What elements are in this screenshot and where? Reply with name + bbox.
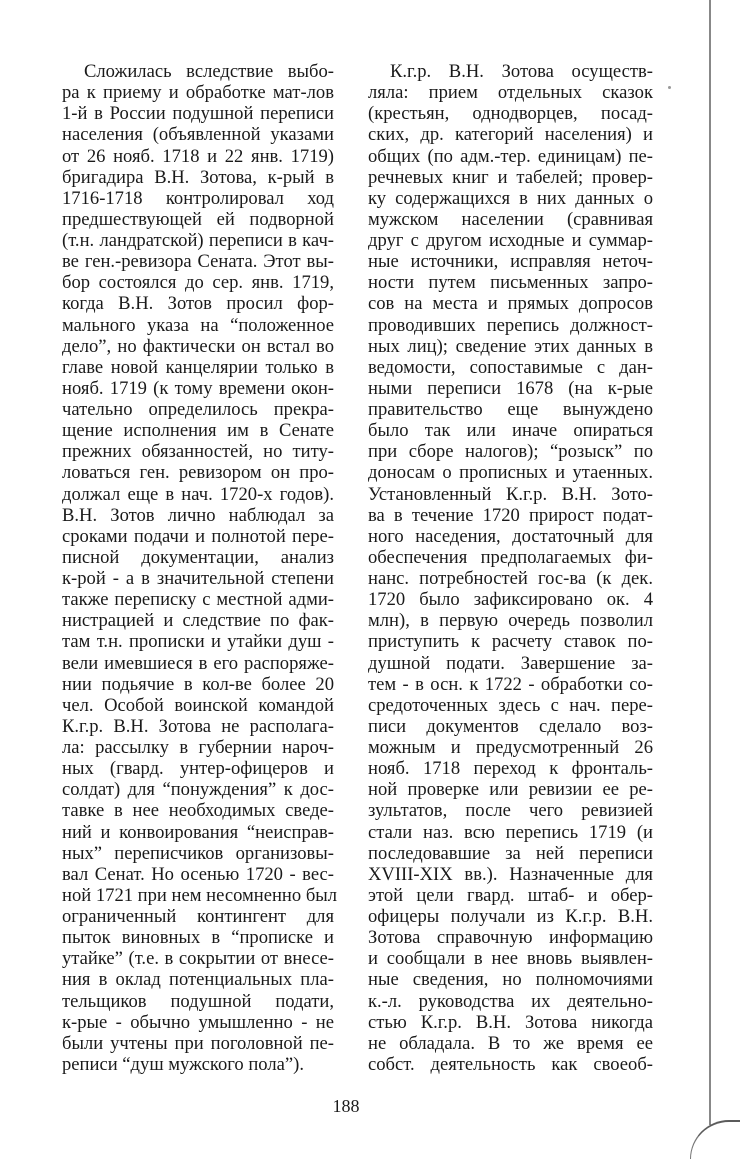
text-line: от 26 нояб. 1718 и 22 янв. 1719): [62, 145, 334, 167]
text-line: ловаться ген. ревизором он про-: [62, 462, 334, 484]
text-line: нии подьячие в кол-ве более 20: [62, 673, 334, 695]
text-line: этой цели гвард. штаб- и обер-: [368, 884, 653, 906]
text-line: ра к приему и обработке мат-лов: [62, 82, 334, 104]
text-line: ных” переписчиков организовы-: [62, 842, 334, 864]
text-line: мального указа на “положенное: [62, 314, 334, 336]
text-line: 1-й в России подушной переписи: [62, 103, 334, 125]
text-line: к-рые - обычно умышленно - не: [62, 1011, 334, 1033]
text-line: обеспечения предполагаемых фи-: [368, 546, 653, 568]
text-line: чел. Особой воинской командой: [62, 694, 334, 716]
text-line: ного наседения, достаточный для: [368, 525, 653, 547]
text-line: утайке” (т.е. в сокрытии от внесе-: [62, 948, 334, 970]
text-line: вели имевшиеся в его распоряже-: [62, 652, 334, 674]
text-line: стали наз. всю перепись 1719 (и: [368, 821, 653, 843]
text-line: можным и предусмотренный 26: [368, 737, 653, 758]
text-line: когда В.Н. Зотов просил фор-: [62, 293, 334, 315]
text-line: сроками подачи и полнотой пере-: [62, 525, 334, 547]
text-line: чательно определилось прекра-: [62, 399, 334, 420]
text-line: реписи “душ мужского пола”).: [62, 1053, 304, 1075]
text-line: нояб. 1718 переход к фронталь-: [368, 758, 653, 780]
text-line: ку содержащихся в них данных о: [368, 187, 653, 209]
text-line: ности путем письменных запро-: [368, 272, 653, 294]
text-line: ний и конвоирования “неисправ-: [62, 821, 334, 843]
text-line: писи документов сделало воз-: [368, 715, 653, 737]
text-line: правительство еще вынуждено: [368, 399, 653, 420]
text-line: нояб. 1719 (к тому времени окон-: [62, 377, 334, 399]
text-line: общих (по адм.-тер. единицам) пе-: [368, 145, 653, 167]
text-line: пыток виновных в “прописке и: [62, 927, 334, 949]
text-line: ной 1721 при нем несомненно был: [62, 884, 338, 906]
text-line: приступить к расчету ставок по-: [368, 631, 653, 653]
text-line: ния в оклад потенциальных пла-: [62, 969, 334, 991]
text-line: к-рой - а в значительной степени: [62, 568, 334, 589]
page-number: 188: [332, 1096, 360, 1116]
text-line: проводивших перепись должност-: [368, 314, 653, 336]
text-line: было так или иначе опираться: [368, 420, 653, 442]
text-line: писной документации, анализ: [62, 546, 334, 568]
right-text-column: [368, 61, 653, 1075]
text-line: вал Сенат. Но осенью 1720 - вес-: [62, 863, 334, 885]
text-line: ограниченный контингент для: [62, 906, 334, 927]
text-line: млн), в первую очередь позволил: [368, 610, 653, 632]
text-line: бригадира В.Н. Зотова, к-рый в: [62, 166, 334, 188]
text-line: к.-л. руководства их деятельно-: [368, 990, 653, 1012]
text-line: также переписку с местной адми-: [62, 589, 334, 611]
text-line: и сообщали в нее вновь выявлен-: [368, 948, 653, 970]
text-line: собст. деятельность как своеоб-: [368, 1053, 653, 1075]
text-line: доносам о прописных и утаенных.: [368, 462, 653, 484]
text-line: не обладала. В то же время ее: [368, 1032, 653, 1054]
text-line: Сложилась вследствие выбо-: [84, 61, 334, 82]
text-line: речневых книг и табелей; провер-: [368, 166, 653, 188]
text-line: стью К.г.р. В.Н. Зотова никогда: [368, 1011, 653, 1033]
text-line: были учтены при поголовной пе-: [62, 1032, 334, 1054]
text-line: ными переписи 1678 (на к-рые: [368, 377, 653, 399]
text-line: щение исполнения им в Сенате: [62, 420, 334, 442]
text-line: ных (гвард. унтер-офицеров и: [62, 758, 334, 780]
text-line: тельщиков подушной подати,: [62, 990, 334, 1012]
text-line: там т.н. прописки и утайки душ -: [62, 631, 334, 653]
scan-page-curl: [690, 1120, 740, 1159]
text-line: ве ген.-ревизора Сената. Этот вы-: [62, 251, 334, 273]
text-line: ведомости, сопоставимые с дан-: [368, 356, 653, 378]
text-line: К.г.р. В.Н. Зотова не располага-: [62, 715, 334, 737]
text-line: Зотова справочную информацию: [368, 927, 653, 949]
text-line: прежних обязанностей, но титу-: [62, 441, 334, 463]
text-line: ва в течение 1720 прирост подат-: [368, 504, 653, 526]
text-line: при сборе налогов); “розыск” по: [368, 441, 653, 463]
text-line: офицеры получали из К.г.р. В.Н.: [368, 906, 653, 927]
text-line: последовавшие за ней переписи: [368, 842, 653, 864]
text-line: ные сведения, но полномочиями: [368, 969, 653, 991]
left-text-column: [62, 61, 338, 1075]
text-line: ных лиц); сведение этих данных в: [368, 335, 653, 357]
text-line: нистрацией и следствие по фак-: [62, 610, 334, 632]
text-line: нанс. потребностей гос-ва (к дек.: [368, 568, 653, 589]
text-line: (крестьян, однодворцев, посад-: [368, 103, 653, 125]
text-line: дело”, но фактически он встал во: [62, 335, 334, 357]
text-line: душной подати. Завершение за-: [368, 652, 653, 674]
text-line: тем - в осн. к 1722 - обработки со-: [368, 673, 653, 695]
text-line: ляла: прием отдельных сказок: [368, 82, 653, 104]
text-line: средоточенных здесь с нач. пере-: [368, 694, 653, 716]
text-line: бор состоялся до сер. янв. 1719,: [62, 272, 334, 294]
text-line: ских, др. категорий населения) и: [368, 124, 653, 146]
text-line: ной проверке или ревизии ее ре-: [368, 779, 653, 801]
text-line: 1720 было зафиксировано ок. 4: [368, 589, 653, 611]
text-line: сов на места и прямых допросов: [368, 293, 653, 315]
text-line: 1716-1718 контролировал ход: [62, 187, 334, 209]
text-line: мужском населении (сравнивая: [368, 208, 653, 230]
text-line: тавке в нее необходимых сведе-: [62, 800, 334, 822]
text-line: Установленный К.г.р. В.Н. Зото-: [368, 483, 653, 505]
text-line: В.Н. Зотов лично наблюдал за: [62, 504, 334, 526]
text-line: солдат) для “понуждения” к дос-: [62, 779, 334, 801]
text-line: должал еще в нач. 1720-х годов).: [62, 483, 334, 505]
text-line: ла: рассылку в губернии нароч-: [62, 737, 334, 758]
text-line: главе новой канцелярии только в: [62, 356, 334, 378]
text-line: ные источники, исправляя неточ-: [368, 251, 653, 273]
text-line: зультатов, после чего ревизией: [368, 800, 653, 822]
scan-page-edge: [709, 0, 711, 1125]
text-line: друг с другом исходные и суммар-: [368, 230, 653, 251]
text-line: К.г.р. В.Н. Зотова осуществ-: [390, 61, 653, 82]
text-line: (т.н. ландратской) переписи в кач-: [62, 230, 334, 251]
text-line: предшествующей ей подворной: [62, 208, 334, 230]
scan-speck: [668, 86, 671, 89]
text-line: XVIII-XIX вв.). Назначенные для: [368, 863, 653, 885]
text-line: населения (объявленной указами: [62, 124, 334, 146]
